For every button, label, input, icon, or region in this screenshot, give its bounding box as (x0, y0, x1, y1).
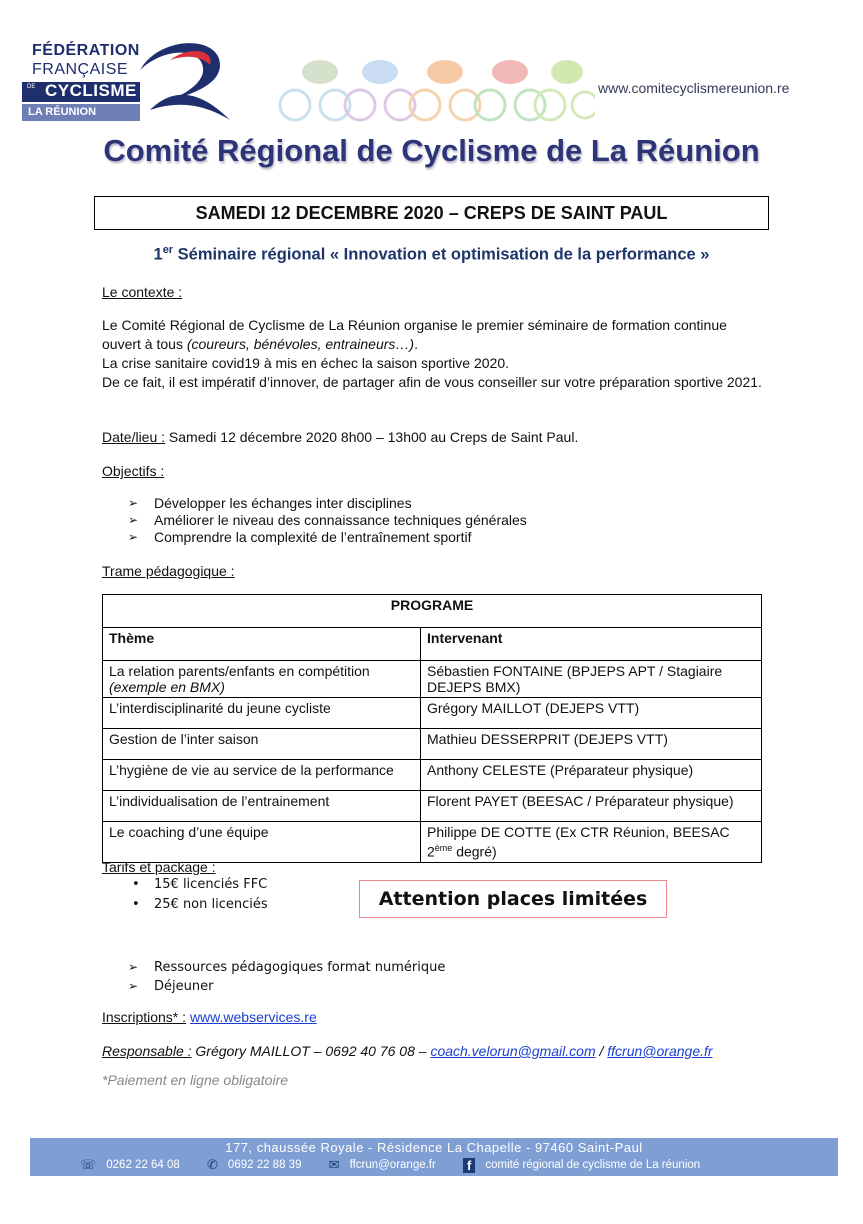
table-cell-theme: L’interdisciplinarité du jeune cycliste (103, 698, 421, 729)
inscriptions-label: Inscriptions* : (102, 1009, 187, 1025)
table-cell-intervenant: Florent PAYET (BEESAC / Préparateur physique) (421, 791, 762, 822)
footer-phone2: 0692 22 88 39 (227, 1159, 302, 1172)
table-row (103, 661, 762, 698)
contexte-p2: La crise sanitaire covid19 à mis en échec la saison sportive 2020. (102, 355, 509, 371)
email-separator: / (595, 1043, 608, 1059)
footer-facebook: comité régional de cyclisme de La réunion (485, 1159, 701, 1172)
logo-line3: CYCLISME (45, 81, 137, 100)
date-lieu-value: Samedi 12 décembre 2020 8h00 – 13h00 au Creps de Saint Paul. (165, 429, 579, 445)
program-table-title: PROGRAME (103, 595, 762, 628)
trame-heading: Trame pédagogique : (102, 563, 235, 579)
table-row (103, 791, 762, 822)
table-cell-intervenant: Sébastien FONTAINE (BPJEPS APT / Stagiaire DEJEPS BMX) (421, 661, 762, 698)
table-cell-theme: Le coaching d’une équipe (103, 822, 421, 863)
facebook-icon: f (463, 1158, 475, 1173)
program-table (102, 594, 762, 863)
list-item: • 25€ non licenciés (128, 895, 268, 915)
list-item: ➢ Ressources pédagogiques format numérique (128, 958, 445, 977)
logo-line2: FRANÇAISE (32, 61, 129, 78)
tarifs-heading: Tarifs et package : (102, 859, 216, 875)
seminar-name: Séminaire régional « Innovation et optimisation de la performance » (173, 245, 710, 264)
responsable-label: Responsable : (102, 1043, 192, 1059)
theme-text: La relation parents/enfants en compétition (109, 663, 370, 679)
table-cell-intervenant: Grégory MAILLOT (DEJEPS VTT) (421, 698, 762, 729)
seminar-title (0, 244, 863, 265)
table-cell-intervenant (421, 822, 762, 863)
contexte-p1: Le Comité Régional de Cyclisme de La Réunion organise le premier séminaire de formation continue ouvert à tous (102, 317, 727, 352)
package-list (128, 958, 445, 996)
footer-email: ffcrun@orange.fr (349, 1159, 436, 1172)
mobile-phone-icon: ✆ (207, 1157, 218, 1172)
footer-contacts (80, 1157, 710, 1173)
date-lieu (102, 428, 578, 447)
intervenant-text-end: degré) (452, 843, 497, 860)
prices-list (128, 875, 268, 915)
responsable (102, 1042, 713, 1061)
inscriptions (102, 1008, 317, 1027)
footer-phone1: 0262 22 64 08 (106, 1159, 180, 1172)
page-title: Comité Régional de Cyclisme de La Réunion (103, 133, 760, 168)
inscriptions-link[interactable]: www.webservices.re (189, 1009, 317, 1025)
table-cell-theme: L’individualisation de l’entrainement (103, 791, 421, 822)
table-row (103, 822, 762, 863)
contexte-p1-note: (coureurs, bénévoles, entraineurs…) (186, 336, 415, 352)
contexte-p1-end: . (414, 336, 418, 352)
list-item: ➢ Développer les échanges inter disciplines (128, 495, 527, 512)
objectifs-list (128, 495, 527, 546)
table-row (103, 760, 762, 791)
logo-line4: LA RÉUNION (28, 106, 97, 118)
col-header-theme: Thème (103, 628, 421, 661)
theme-note: (exemple en BMX) (109, 679, 225, 695)
table-row (103, 698, 762, 729)
col-header-intervenant: Intervenant (421, 628, 762, 661)
attention-box: Attention places limitées (359, 880, 667, 918)
intervenant-text: Philippe DE COTTE (Ex CTR Réunion, BEESAC 2 (427, 824, 730, 860)
logo-de: DE (27, 84, 36, 90)
responsable-text: Grégory MAILLOT – 0692 40 76 08 – (191, 1043, 431, 1059)
table-cell-theme: Gestion de l’inter saison (103, 729, 421, 760)
mail-icon: ✉ (328, 1157, 340, 1172)
seminar-number: 1 (153, 245, 163, 264)
list-item: ➢ Déjeuner (128, 977, 445, 996)
table-cell-intervenant: Anthony CELESTE (Préparateur physique) (421, 760, 762, 791)
table-cell-theme (103, 661, 421, 698)
email-link-ffcrun[interactable]: ffcrun@orange.fr (607, 1043, 713, 1059)
list-item: ➢ Comprendre la complexité de l’entraînement sportif (128, 529, 527, 546)
contexte-p3: De ce fait, il est impératif d’innover, de partager afin de vous conseiller sur votre préparation sportive 2021. (102, 374, 762, 390)
contexte-heading: Le contexte : (102, 284, 183, 300)
contexte-body (102, 316, 762, 392)
footer-address: 177, chaussée Royale - Résidence La Chapelle - 97460 Saint-Paul (225, 1140, 643, 1155)
cyclists-banner-image (275, 50, 595, 125)
list-item: ➢ Améliorer le niveau des connaissance techniques générales (128, 512, 527, 529)
seminar-sup: er (162, 244, 174, 256)
table-cell-intervenant: Mathieu DESSERPRIT (DEJEPS VTT) (421, 729, 762, 760)
date-lieu-label: Date/lieu : (102, 429, 166, 445)
logo-line1: FÉDÉRATION (32, 42, 140, 59)
table-cell-theme: L’hygiène de vie au service de la performance (103, 760, 421, 791)
table-row (103, 729, 762, 760)
list-item: • 15€ licenciés FFC (128, 875, 268, 895)
event-date-box: SAMEDI 12 DECEMBRE 2020 – CREPS DE SAINT PAUL (94, 196, 769, 230)
phone-icon: ☏ (80, 1157, 97, 1172)
payment-note: *Paiement en ligne obligatoire (102, 1072, 289, 1088)
website-url: www.comitecyclismereunion.re (598, 80, 790, 96)
email-link-coach[interactable]: coach.velorun@gmail.com (430, 1043, 596, 1059)
objectifs-heading: Objectifs : (102, 463, 165, 479)
intervenant-sup: ème (434, 843, 453, 853)
